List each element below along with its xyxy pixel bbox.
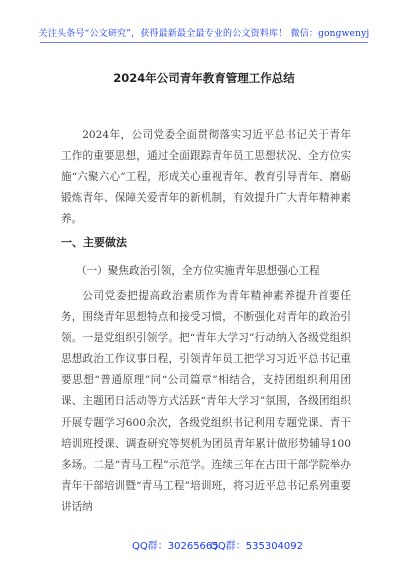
subsection-heading: （一）聚焦政治引领，全方位实施青年思想强心工程: [76, 265, 320, 277]
header-divider: [40, 42, 368, 43]
intro-paragraph: 2024年，公司党委全面贯彻落实习近平总书记关于青年工作的重要思想，通过全面跟踪青年员工思想状况、全方位实施“六聚六心”工程，形成关心重视青年、教育引导青年、磨砺锻炼青年、保障关爱青年的新机制，有效提升广大青年精神素养。: [61, 129, 351, 226]
section-heading: 一、主要做法: [61, 236, 127, 249]
footer-qq-group-left: QQ群：30265665: [132, 541, 219, 552]
document-title: 2024年公司青年教育管理工作总结: [113, 71, 295, 85]
footer-qq-group-right: QQ群：535304092: [210, 541, 304, 552]
body-paragraph: 公司党委把提高政治素质作为青年精神素养提升首要任务，围绕青年思想特点和接受习惯，不断强化对青年的政治引领。一是党组织引领学。把“青年大学习”行动纳入各级党组织思想政治工作议事日程，引领青年员工把学习习近平总书记重要思想“普通原理”同“公司篇章”相结合，支持团组织利用团课、主题团日活动等方式活跃“青年大学习”氛围，各级团组织开展专题学习600余次，各级党组织书记利用专题党课、青干培训班授课、调查研究等契机为团员青年累计做形势辅导100多场。二是“青马工程”示范学。连续三年在古田干部学院举办青年干部培训暨“青马工程”培训班，将习近平总书记系列重要讲话纳: [61, 290, 351, 513]
header-banner: 关注头条号“公文研究”，获得最新最全最专业的公文资料库！ 微信：gongwenyj: [38, 29, 370, 39]
